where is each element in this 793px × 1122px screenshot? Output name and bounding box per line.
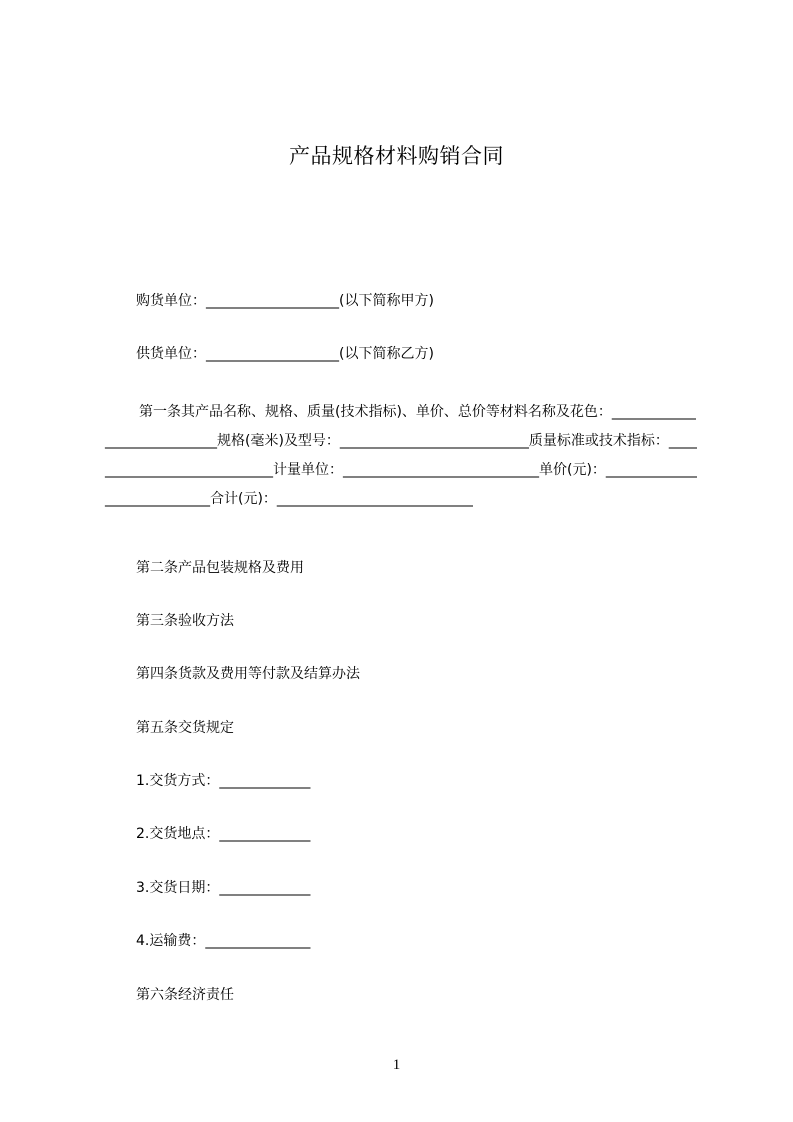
delivery-date-line: 3.交货日期：_____________: [136, 880, 311, 896]
buyer-line: 购货单位：___________________(以下简称甲方): [136, 293, 434, 309]
page-number: 1: [392, 1057, 401, 1073]
article-1-paragraph: 第一条其产品名称、规格、质量(技术指标)、单价、总价等材料名称及花色：____________________________规格(毫米)及型号：___________________________质量标准或技术指标：____________________________计量单位：____________________________单价(元)：____________________________合计(元)：____________________________: [105, 404, 697, 507]
article-3-heading: 第三条验收方法: [136, 613, 234, 629]
delivery-location-line: 2.交货地点：_____________: [136, 826, 311, 842]
delivery-method-line: 1.交货方式：_____________: [136, 773, 311, 789]
seller-line: 供货单位：___________________(以下简称乙方): [136, 346, 434, 362]
article-2-heading: 第二条产品包装规格及费用: [136, 560, 304, 576]
document-title: 产品规格材料购销合同: [289, 144, 504, 168]
freight-cost-line: 4.运输费：_______________: [136, 933, 311, 949]
article-4-heading: 第四条货款及费用等付款及结算办法: [136, 666, 360, 682]
article-5-heading: 第五条交货规定: [136, 720, 234, 736]
article-6-heading: 第六条经济责任: [136, 987, 234, 1003]
